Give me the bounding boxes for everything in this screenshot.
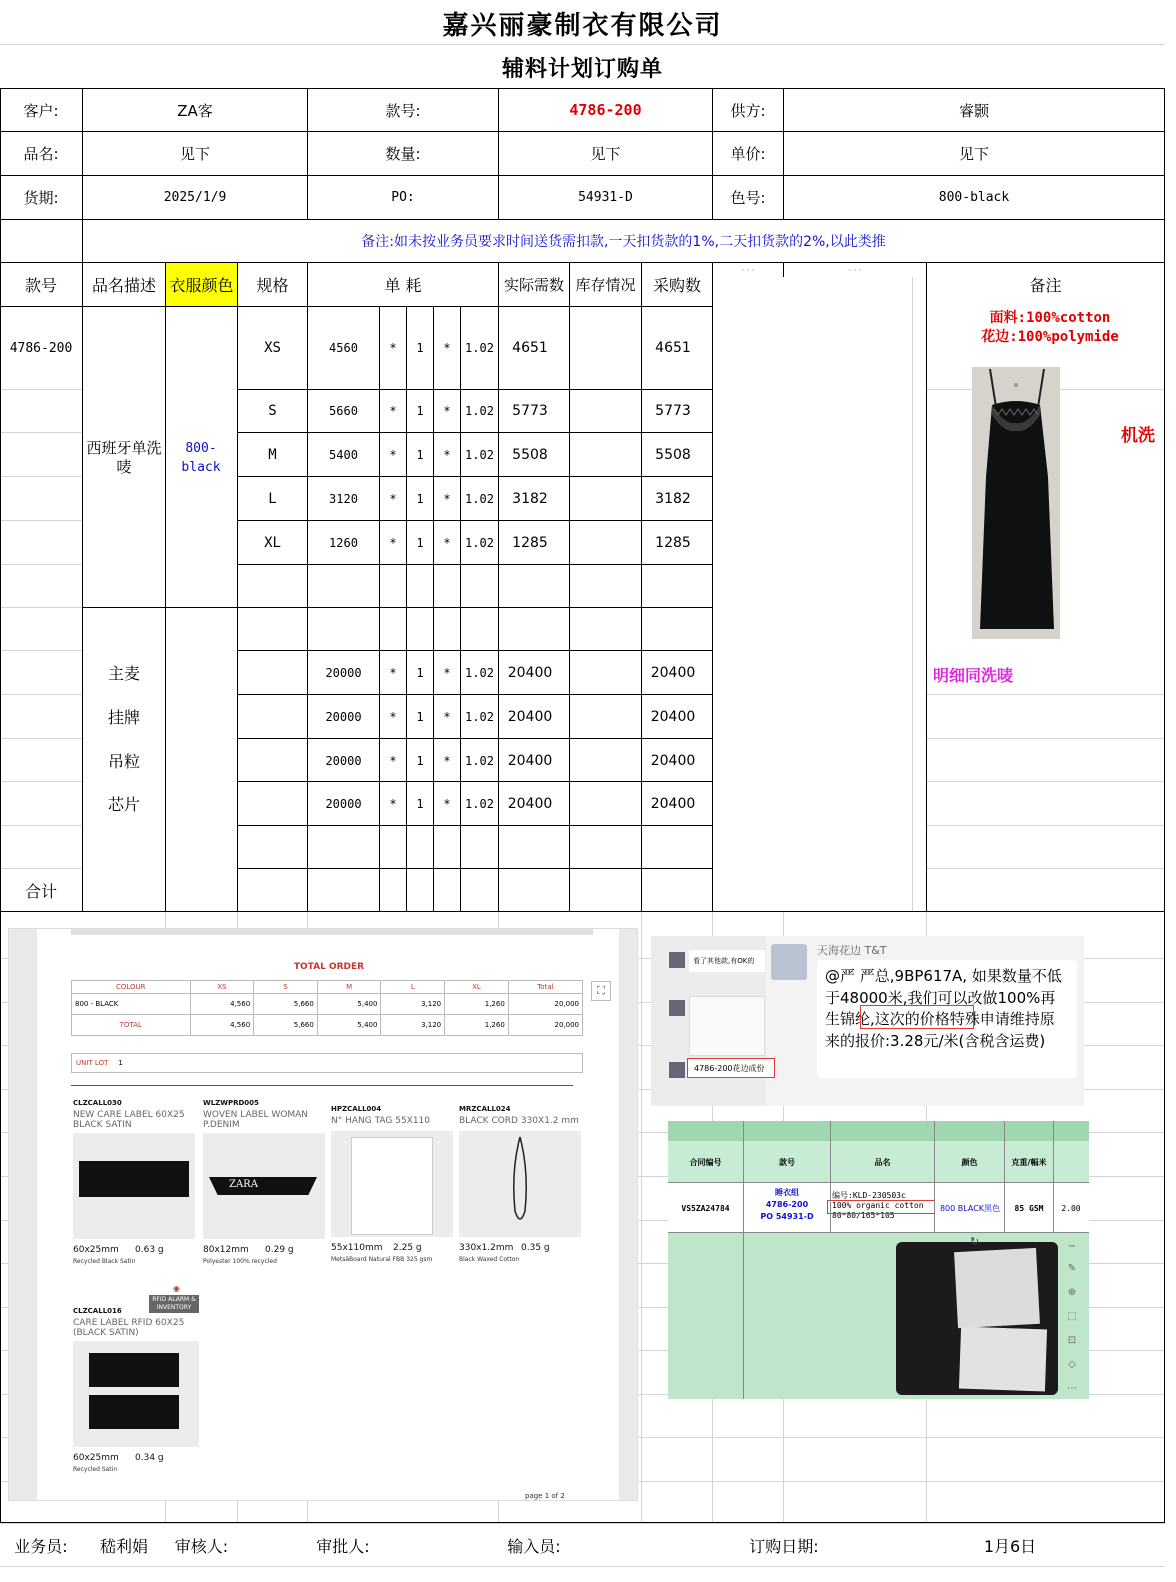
product-code: CLZCALL030 [73,1099,122,1107]
loss-factor: 1.02 [465,535,494,550]
crop-icon[interactable]: ⬚ [1067,1311,1077,1322]
col-usage: 单 耗 [384,276,422,295]
product-image [203,1133,325,1239]
usage-qty: 20000 [325,665,362,680]
usage-factor: 1 [416,753,424,768]
zara-order-sheet [8,928,638,1501]
product-value: 见下 [179,145,210,163]
unit-lot-label: UNIT LOT [76,1059,109,1067]
input-label: 输入员: [507,1536,561,1556]
page-indicator: page 1 of 2 [525,1492,565,1500]
loss-factor: 1.02 [465,665,494,680]
col-garment-color: 衣服颜色 [166,263,237,306]
product-name: BLACK CORD 330X1.2 mm [459,1116,579,1126]
chat-screenshot [651,936,1084,1106]
customer-label: 客户: [23,101,59,120]
order-cell: TOTAL [72,1015,191,1036]
usage-qty: 4560 [329,341,358,355]
purchase-qty: 20400 [650,752,696,769]
qty-label: 数量: [385,145,421,163]
order-cell: 800 - BLACK [72,994,191,1015]
total-label: 合计 [24,881,57,901]
ellipsis-icon[interactable]: ⋯ [1067,1383,1077,1394]
multiply-sign: * [389,709,397,724]
product-name: CARE LABEL RFID 60X25 (BLACK SATIN) [73,1318,185,1338]
col-purchase: 采购数 [652,276,701,295]
usage-qty: 20000 [325,753,362,768]
multiply-sign: * [443,665,451,680]
actual-qty: 20400 [507,708,553,725]
col-remark: 备注 [1029,276,1062,295]
company-name: 嘉兴丽豪制衣有限公司 [442,10,723,41]
product-weight: 0.29 g [265,1245,294,1255]
order-date-label: 订购日期: [749,1536,819,1556]
delivery-value: 2025/1/9 [163,190,227,205]
edit-icon[interactable]: ✎ [1067,1263,1077,1274]
supplier-value: 睿颢 [958,101,989,120]
order-title: TOTAL ORDER [293,962,365,972]
avatar [669,1000,685,1016]
loss-factor: 1.02 [465,341,494,355]
size-cell: M [268,446,277,463]
price-value: 见下 [958,145,989,163]
multiply-sign: * [443,796,451,811]
multiply-sign: * [443,491,451,506]
order-header-cell: L [381,981,445,994]
product-material: Recycled Satin [73,1466,118,1473]
purchase-qty: 4651 [655,340,691,356]
color-value: 800-black [938,190,1010,205]
item-name: 吊粒 [107,752,140,771]
usage-qty: 5400 [329,447,358,462]
approver-label: 审批人: [316,1536,370,1556]
garment-color-value: 800-black [181,441,221,475]
style-label: 款号: [385,101,421,120]
dress-photo [972,367,1060,639]
avatar [669,1062,685,1078]
actual-qty: 3182 [512,490,548,507]
product-name: N° HANG TAG 55X110 [331,1116,431,1126]
product-size: 55x110mm [331,1243,383,1253]
unit-lot-value: 1 [118,1059,123,1067]
spec-contract: VS5ZA24784 [681,1203,730,1213]
multiply-sign: * [443,447,451,462]
actual-qty: 20400 [507,752,553,769]
item-name: 主麦 [107,664,140,683]
erase-icon[interactable]: ◇ [1068,1359,1076,1370]
order-header-cell: COLOUR [72,981,191,994]
multiply-sign: * [443,535,451,550]
order-cell: 20,000 [508,1015,582,1036]
product-size: 80x12mm [203,1245,249,1255]
delivery-label: 货期: [23,189,59,207]
product-label: 品名: [23,145,59,163]
po-label: PO: [391,190,415,205]
product-image [73,1133,195,1239]
spec-name: 编号:KLD-230503c 100% organic cotton 80*80/165*105 [832,1191,924,1220]
fabric-remark: 面料:100%cotton [989,310,1111,326]
purchase-qty: 20400 [650,795,696,812]
more-icon[interactable]: − [1067,1241,1077,1252]
loss-factor: 1.02 [465,491,494,506]
spec-weight: 85 GSM [1014,1203,1044,1213]
detail-remark: 明细同洗唛 [932,665,1013,685]
order-cell: 20,000 [508,994,582,1015]
multiply-sign: * [389,665,397,680]
spec-table-screenshot [668,1121,1089,1399]
actual-qty: 5508 [512,446,548,463]
chat-message: @严 严总,9BP617A, 如果数量不低于48000米,我们可以改做100%再生锦纶,这次的价格特殊申请维持原来的报价:3.28元/米(含税含运费) [817,960,1077,1078]
order-cell: 5,660 [254,1015,318,1036]
order-header-cell: S [254,981,318,994]
expand-icon[interactable]: ⛶ [591,981,611,1001]
actual-qty: 20400 [507,664,553,681]
care-label-desc: 西班牙单洗唛 [86,439,162,476]
usage-qty: 20000 [325,796,362,811]
product-weight: 2.25 g [393,1243,422,1253]
multiply-sign: * [389,796,397,811]
scan-icon[interactable]: ⊡ [1067,1335,1077,1346]
order-table [71,980,583,1036]
loss-factor: 1.02 [465,404,494,418]
usage-factor: 1 [416,447,424,462]
product-weight: 0.34 g [135,1453,164,1463]
avatar [669,952,685,968]
product-material: Recycled Black Satin [73,1258,136,1265]
usage-factor: 1 [416,709,424,724]
usage-factor: 1 [416,535,424,550]
rotate-icon[interactable]: ↻ [970,1235,980,1248]
multiply-sign: * [389,341,397,355]
product-weight: 0.35 g [521,1243,550,1253]
supplier-label: 供方: [730,101,766,120]
spec-header-cell: 品名 [874,1157,891,1167]
spec-header-cell: 款号 [779,1157,795,1167]
product-material: Black Waxed Cotton [459,1256,520,1263]
loss-factor: 1.02 [465,447,494,462]
spec-style: 睡衣组 4786-200 PO 54931-D [760,1188,814,1221]
loss-factor: 1.02 [465,796,494,811]
order-cell: 4,560 [190,994,254,1015]
purchase-qty: 5773 [655,403,691,419]
style-value: 4786-200 [569,101,642,119]
actual-qty: 20400 [507,795,553,812]
chat-bubble-1: 看了其他款,有OK的 [689,950,765,972]
col-desc: 品名描述 [91,276,156,295]
col-stock: 库存情况 [575,276,636,294]
actual-qty: 5773 [512,403,548,419]
penalty-note: 备注:如未按业务员要求时间送货需扣款,一天扣货款的1%,二天扣货款的2%,以此类推 [361,234,886,250]
order-cell: 3,120 [381,1015,445,1036]
product-code: CLZCALL016 [73,1307,122,1315]
product-material: MetsäBoard Natural FBB 325 gsm [331,1256,433,1263]
multiply-sign: * [389,447,397,462]
spec-header-cell: 克重/幅米 [1011,1157,1047,1167]
usage-factor: 1 [416,341,424,355]
customer-value: ZA客 [177,101,213,120]
order-cell: 4,560 [190,1015,254,1036]
reviewer-label: 审核人: [174,1536,229,1556]
chat-highlight-message: 4786-200花边成份 [687,1058,775,1078]
col-size: 规格 [256,276,289,295]
loss-factor: 1.02 [465,753,494,768]
qty-value: 见下 [590,145,621,163]
order-header-cell: M [317,981,381,994]
product-size: 330x1.2mm [459,1243,514,1253]
product-name: WOVEN LABEL WOMAN P.DENIM [203,1110,309,1130]
item-name: 芯片 [107,795,140,814]
product-name: NEW CARE LABEL 60X25 BLACK SATIN [73,1110,185,1130]
actual-qty: 4651 [512,340,548,356]
product-material: Polyester 100% recycled [203,1258,277,1265]
order-cell: 1,260 [445,994,509,1015]
product-size: 60x25mm [73,1245,119,1255]
order-cell: 3,120 [381,994,445,1015]
order-header-cell: XS [190,981,254,994]
usage-factor: 1 [416,665,424,680]
product-image [331,1131,453,1237]
purchase-qty: 5508 [655,446,691,463]
order-header-cell: Total [508,981,582,994]
wash-remark: 机洗 [1121,425,1155,446]
product-size: 60x25mm [73,1453,119,1463]
purchase-qty: 1285 [655,534,691,551]
rfid-icon: ◉ [173,1284,180,1293]
product-code: MRZCALL024 [459,1105,511,1113]
rfid-badge: RFID ALARM & INVENTORY [149,1295,199,1313]
style-no-cell: 4786-200 [9,340,73,356]
form-title: 辅料计划订购单 [501,55,663,82]
col-style: 款号 [24,276,57,295]
col-actual: 实际需数 [503,276,564,294]
multiply-sign: * [389,535,397,550]
product-weight: 0.63 g [135,1245,164,1255]
order-header-cell: XL [445,981,509,994]
multiply-sign: * [443,404,451,418]
spec-extra: 2.00 [1061,1203,1081,1213]
product-image [73,1341,199,1447]
col-blank-2: · · · [848,265,862,275]
usage-qty: 1260 [329,535,358,550]
usage-factor: 1 [416,404,424,418]
product-code: HPZCALL004 [331,1105,382,1113]
purchase-qty: 20400 [650,708,696,725]
salesman-value: 嵇利娟 [99,1536,148,1556]
size-cell: XL [264,534,281,551]
loss-factor: 1.02 [465,709,494,724]
multiply-sign: * [443,341,451,355]
image-toolbar [1062,1241,1082,1394]
purchase-qty: 20400 [650,664,696,681]
sender-name: 天海花边 T&T [817,944,887,957]
fabric-tag-photo [896,1242,1058,1395]
brand-logo: ZARA [229,1179,258,1190]
item-name: 挂牌 [107,708,140,727]
order-cell: 5,660 [254,994,318,1015]
size-cell: XS [264,340,281,356]
usage-qty: 5660 [329,404,358,418]
color-label: 色号: [730,189,766,207]
usage-qty: 3120 [329,491,358,506]
salesman-label: 业务员: [14,1536,68,1556]
size-cell: L [268,490,277,507]
multiply-sign: * [443,753,451,768]
zoom-icon[interactable]: ⊕ [1067,1287,1077,1298]
purchase-qty: 3182 [655,490,691,507]
spec-color: 800 BLACK黑色 [939,1203,1001,1213]
price-label: 单价: [730,145,766,163]
multiply-sign: * [443,709,451,724]
order-cell: 5,400 [317,1015,381,1036]
usage-qty: 20000 [325,709,362,724]
usage-factor: 1 [416,491,424,506]
size-cell: S [268,403,277,419]
multiply-sign: * [389,491,397,506]
usage-factor: 1 [416,796,424,811]
spec-header-cell: 合同编号 [689,1157,722,1167]
sender-avatar [771,944,807,980]
multiply-sign: * [389,753,397,768]
col-blank-1: · · · [741,265,755,275]
order-date-value: 1月6日 [983,1536,1037,1556]
multiply-sign: * [389,404,397,418]
po-value: 54931-D [578,190,633,205]
product-code: WLZWPRD005 [203,1099,259,1107]
product-image [459,1131,581,1237]
lace-remark: 花边:100%polymide [981,329,1119,345]
spec-header-cell: 颜色 [961,1157,978,1167]
order-cell: 5,400 [317,994,381,1015]
actual-qty: 1285 [512,534,548,551]
order-cell: 1,260 [445,1015,509,1036]
